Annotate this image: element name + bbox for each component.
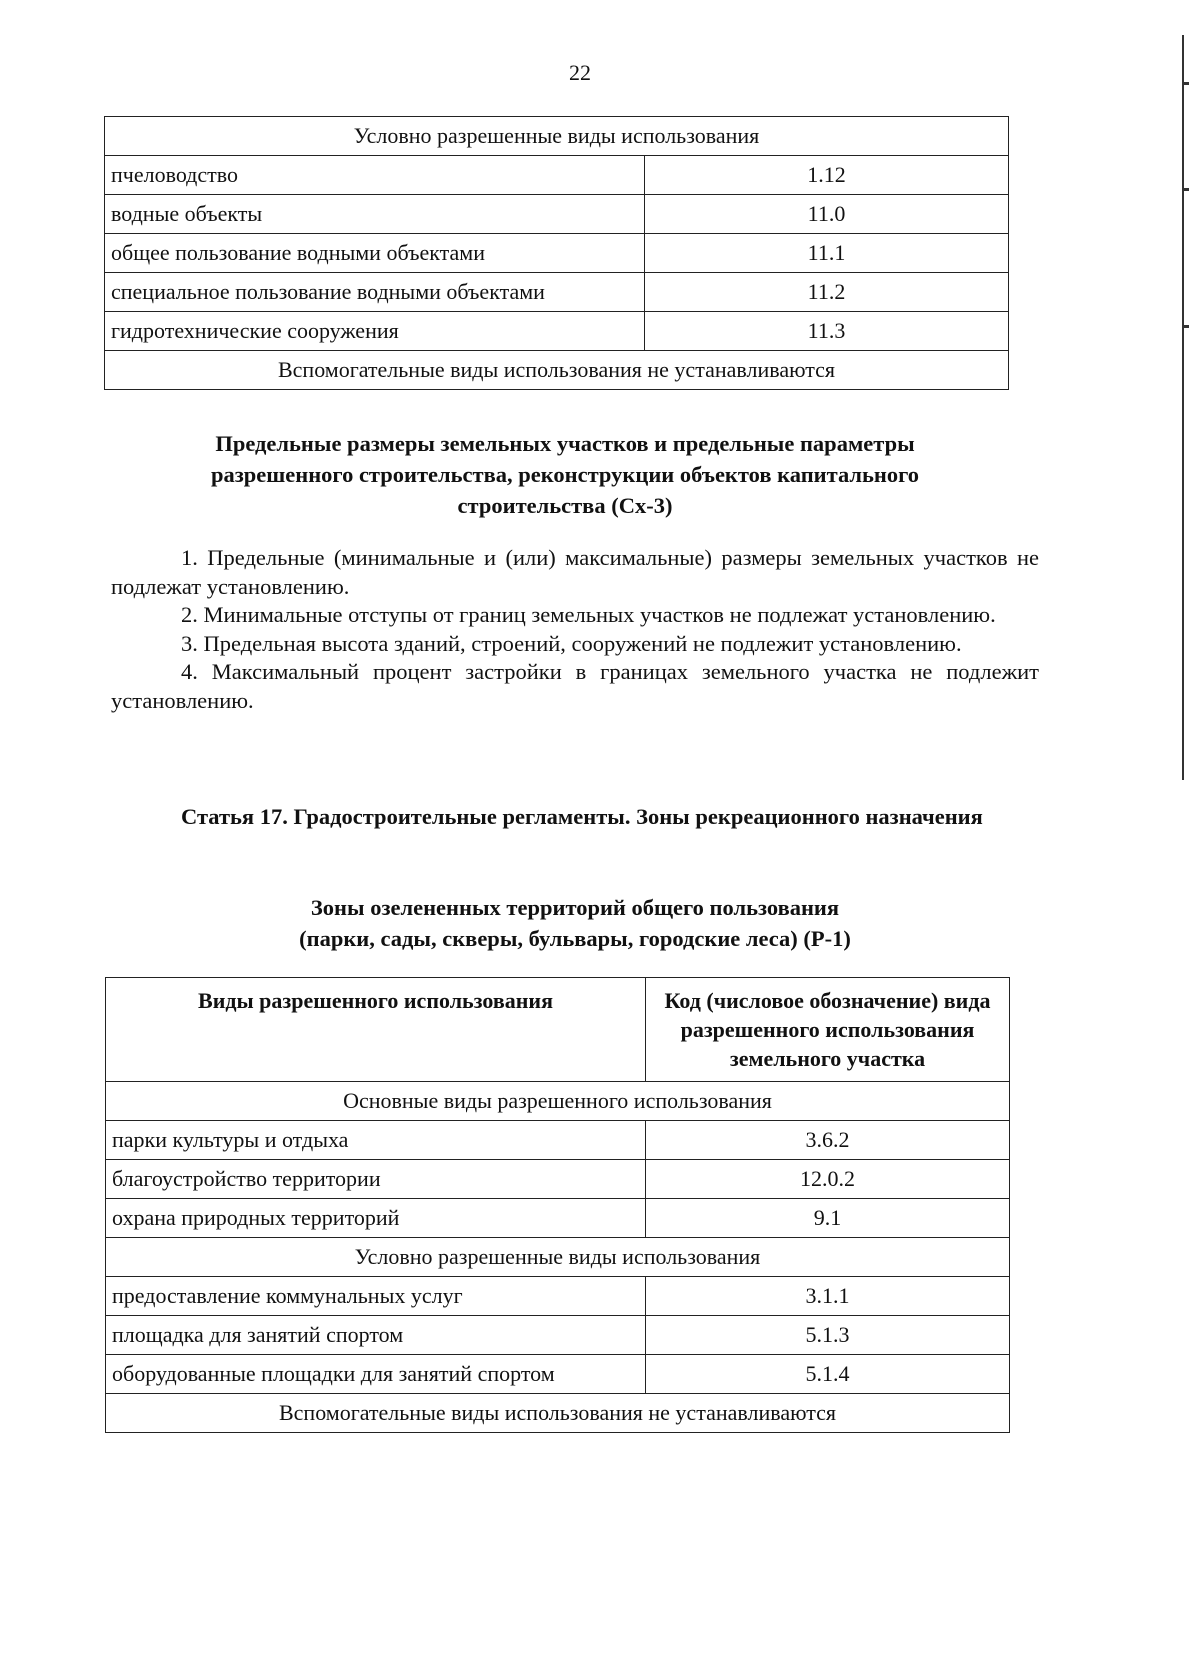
table-section-header-row — [106, 1082, 1010, 1121]
use-name: благоустройство территории — [106, 1160, 646, 1199]
params-heading: Предельные размеры земельных участков и предельные параметры разрешенного строительства, реконструкции объектов капитального строительства (Сх-3) — [210, 431, 920, 518]
page-number: 22 — [569, 60, 591, 85]
conditional-uses-header: Условно разрешенные виды использования — [106, 1238, 1010, 1277]
article-heading: Статья 17. Градостроительные регламенты. Зоны рекреационного назначения — [181, 804, 983, 829]
permitted-uses-table-r1 — [105, 977, 1010, 1433]
use-code: 11.0 — [645, 195, 1009, 234]
zone-heading — [150, 892, 1000, 954]
use-name: пчеловодство — [105, 156, 645, 195]
auxiliary-uses-note: Вспомогательные виды использования не устанавливаются — [105, 351, 1009, 390]
use-code: 3.6.2 — [646, 1121, 1010, 1160]
table-row — [106, 1316, 1010, 1355]
use-code: 9.1 — [646, 1199, 1010, 1238]
conditional-uses-header: Условно разрешенные виды использования — [105, 117, 1009, 156]
main-uses-header: Основные виды разрешенного использования — [106, 1082, 1010, 1121]
table-note-row — [105, 351, 1009, 390]
table-row — [105, 195, 1009, 234]
use-code: 1.12 — [645, 156, 1009, 195]
scan-edge-mark — [1184, 188, 1189, 191]
table-row — [105, 312, 1009, 351]
use-code: 3.1.1 — [646, 1277, 1010, 1316]
scan-edge-line — [1182, 35, 1184, 780]
use-code: 12.0.2 — [646, 1160, 1010, 1199]
use-name: охрана природных территорий — [106, 1199, 646, 1238]
use-name: специальное пользование водными объектами — [105, 273, 645, 312]
use-name: гидротехнические сооружения — [105, 312, 645, 351]
column-header-code: Код (числовое обозначение) вида разрешенного использования земельного участка — [646, 978, 1010, 1082]
table-header-row — [106, 978, 1010, 1082]
table-row — [105, 156, 1009, 195]
use-name: общее пользование водными объектами — [105, 234, 645, 273]
params-list — [111, 544, 1039, 715]
table-row — [106, 1160, 1010, 1199]
use-name: площадка для занятий спортом — [106, 1316, 646, 1355]
paragraph: 2. Минимальные отступы от границ земельных участков не подлежат установлению. — [181, 602, 996, 627]
table-row — [106, 1277, 1010, 1316]
use-name: водные объекты — [105, 195, 645, 234]
table-section-header-row — [106, 1238, 1010, 1277]
table-row — [106, 1199, 1010, 1238]
scan-edge-mark — [1184, 82, 1189, 85]
paragraph: 1. Предельные (минимальные и (или) максимальные) размеры земельных участков не подлежат установлению. — [111, 545, 1039, 599]
zone-heading-line: Зоны озелененных территорий общего пользования — [310, 895, 840, 920]
table-note-row — [106, 1394, 1010, 1433]
table-row — [106, 1121, 1010, 1160]
use-name: парки культуры и отдыха — [106, 1121, 646, 1160]
scan-edge-mark — [1184, 325, 1189, 328]
table-row — [105, 234, 1009, 273]
auxiliary-uses-note: Вспомогательные виды использования не устанавливаются — [106, 1394, 1010, 1433]
zone-heading-line: (парки, сады, скверы, бульвары, городские леса) (Р-1) — [299, 926, 851, 951]
use-name: предоставление коммунальных услуг — [106, 1277, 646, 1316]
use-code: 11.1 — [645, 234, 1009, 273]
paragraph: 4. Максимальный процент застройки в границах земельного участка не подлежит установлению. — [111, 659, 1039, 713]
column-header-use: Виды разрешенного использования — [106, 978, 646, 1082]
use-code: 5.1.3 — [646, 1316, 1010, 1355]
permitted-uses-table-cx3 — [104, 116, 1009, 390]
table-section-header-row — [105, 117, 1009, 156]
table-row — [106, 1355, 1010, 1394]
use-code: 5.1.4 — [646, 1355, 1010, 1394]
use-code: 11.3 — [645, 312, 1009, 351]
table-row — [105, 273, 1009, 312]
use-code: 11.2 — [645, 273, 1009, 312]
paragraph: 3. Предельная высота зданий, строений, сооружений не подлежит установлению. — [181, 630, 962, 656]
use-name: оборудованные площадки для занятий спортом — [106, 1355, 646, 1394]
